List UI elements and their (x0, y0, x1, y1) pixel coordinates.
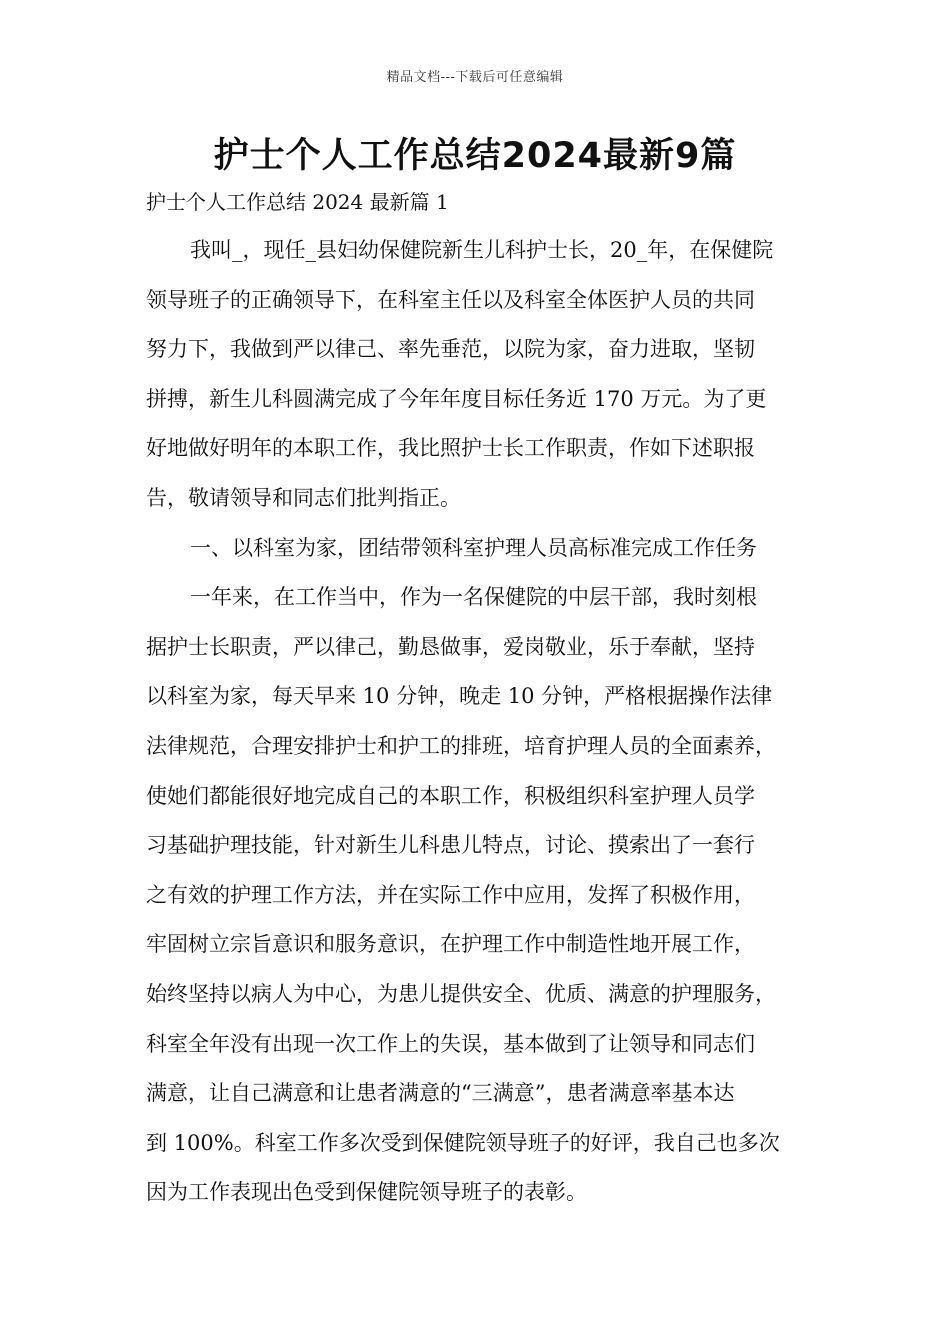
text-line: 满意，让自己满意和让患者满意的“三满意”，患者满意率基本达 (146, 1081, 735, 1106)
text-line: 法律规范，合理安排护士和护工的排班，培育护理人员的全面素养， (146, 733, 776, 758)
text-line: 到 100%。科室工作多次受到保健院领导班子的好评，我自己也多次 (146, 1130, 780, 1155)
section-heading: 一、以科室为家，团结带领科室护理人员高标准完成工作任务 (190, 535, 757, 560)
body-text (146, 226, 811, 1218)
text-line: 以科室为家，每天早来 10 分钟，晚走 10 分钟，严格根据操作法律 (146, 684, 773, 709)
paragraph-intro (146, 226, 811, 524)
text-line: 使她们都能很好地完成自己的本职工作，积极组织科室护理人员学 (146, 783, 755, 808)
text-line: 牢固树立宗旨意识和服务意识，在护理工作中制造性地开展工作， (146, 932, 755, 957)
text-line: 我叫_，现任_县妇幼保健院新生儿科护士长，20_年，在保健院 (190, 238, 774, 262)
text-line: 拼搏，新生儿科圆满完成了今年年度目标任务近 170 万元。为了更 (146, 386, 767, 411)
text-line: 始终坚持以病人为中心，为患儿提供安全、优质、满意的护理服务， (146, 981, 776, 1006)
text-line: 据护士长职责，严以律己，勤恳做事，爱岗敬业，乐于奉献，坚持 (146, 634, 755, 659)
text-line: 告，敬请领导和同志们批判指正。 (146, 485, 461, 510)
header-note: 精品文档---下载后可任意编辑 (386, 70, 564, 85)
text-line: 之有效的护理工作方法，并在实际工作中应用，发挥了积极作用， (146, 882, 755, 907)
paragraph-body-one (146, 573, 811, 1218)
section-subtitle: 护士个人工作总结 2024 最新篇 1 (146, 190, 449, 214)
text-line: 努力下，我做到严以律己、率先垂范，以院为家，奋力进取，坚韧 (146, 337, 755, 362)
text-line: 习基础护理技能，针对新生儿科患儿特点，讨论、摸索出了一套行 (146, 833, 755, 858)
text-line: 科室全年没有出现一次工作上的失误，基本做到了让领导和同志们 (146, 1031, 755, 1056)
text-line: 一年来，在工作当中，作为一名保健院的中层干部，我时刻根 (190, 585, 757, 610)
text-line: 好地做好明年的本职工作，我比照护士长工作职责，作如下述职报 (146, 436, 755, 461)
text-line: 因为工作表现出色受到保健院领导班子的表彰。 (146, 1180, 587, 1205)
paragraph-heading-one (146, 524, 811, 574)
text-line: 领导班子的正确领导下，在科室主任以及科室全体医护人员的共同 (146, 287, 755, 312)
document-title: 护士个人工作总结2024最新9篇 (213, 136, 737, 176)
